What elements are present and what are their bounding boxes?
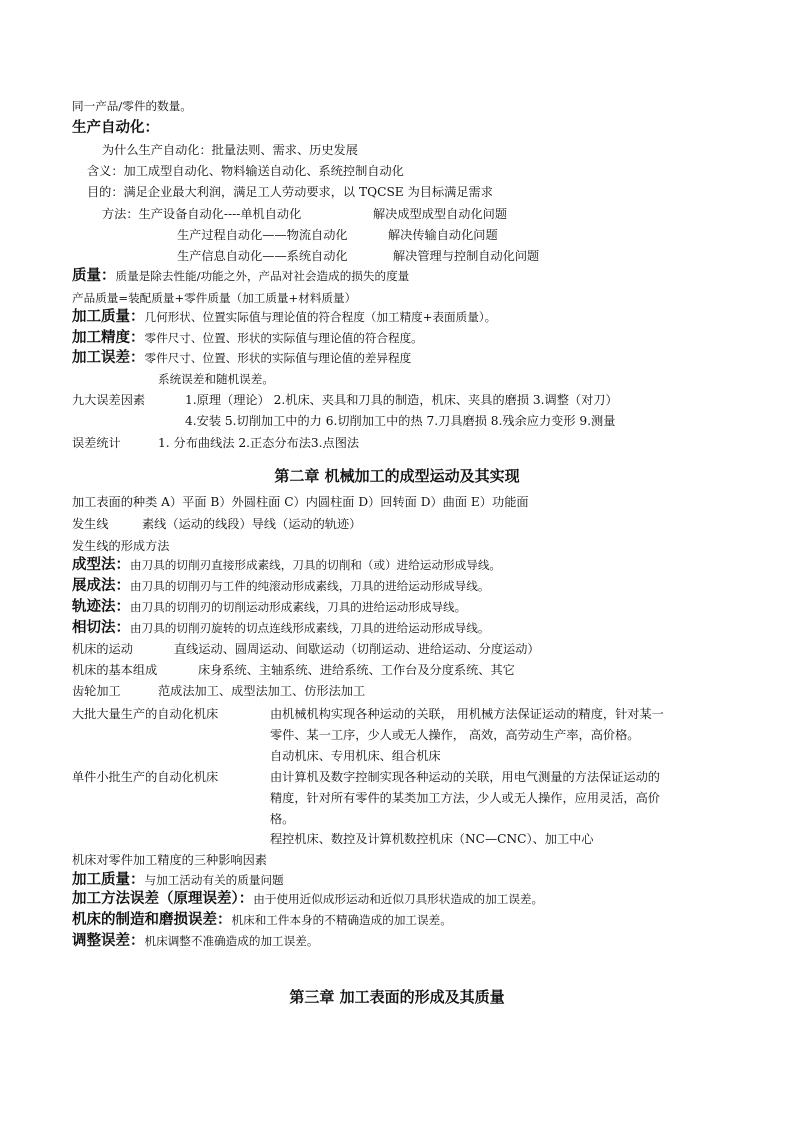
nine-factors-line: 1.原理（理论） 2.机床、夹具和刀具的制造，机床、夹具的磨损 3.调整（对刀）	[185, 393, 618, 407]
term: 发生线	[72, 517, 109, 531]
text-line: 加工表面的种类 A）平面 B）外圆柱面 C）内圆柱面 D）回转面 D）曲面 E）功能面	[72, 495, 529, 509]
chapter-title: 第二章 机械加工的成型运动及其实现	[274, 467, 520, 485]
text-line: 系统误差和随机误差。	[158, 372, 274, 386]
definition: 零件尺寸、位置、形状的实际值与理论值的差异程度	[144, 351, 412, 365]
term: 轨迹法：	[72, 599, 130, 615]
term: 加工精度：	[72, 330, 145, 346]
term: 质量：	[72, 268, 116, 284]
definition: 由刀具的切削刃旋转的切点连线形成素线，刀具的进给运动形成导线。	[130, 621, 490, 635]
text-line: 生产信息自动化——系统自动化	[177, 249, 348, 263]
definition-adjustment-error	[72, 933, 318, 949]
nine-factors-line: 4.安装 5.切削加工中的力 6.切削加工中的热 7.刀具磨损 8.残余应力变形 9.测量	[185, 414, 616, 428]
small-batch-line: 精度，针对所有零件的某类加工方法，少人或无人操作，应用灵活，高价	[270, 791, 660, 805]
error-stat-methods: 1. 分布曲线法 2.正态分布法3.点图法	[158, 436, 360, 450]
definition: 机床和工件本身的不精确造成的加工误差。	[231, 913, 452, 927]
definition-error	[72, 350, 411, 366]
text-line: 发生线的形成方法	[72, 539, 170, 553]
definition-quality	[72, 268, 409, 284]
mass-production-line: 零件、某一工序，少人或无人操作， 高效，高劳动生产率，高价格。	[270, 728, 640, 742]
term: 加工质量：	[72, 872, 145, 888]
definition: 机床调整不准确造成的加工误差。	[144, 934, 319, 948]
gear-processing-label: 齿轮加工	[72, 684, 121, 698]
term: 成型法：	[72, 557, 130, 573]
term: 展成法：	[72, 578, 130, 594]
term: 调整误差：	[72, 933, 145, 949]
small-batch-line: 程控机床、数控及计算机数控机床（NC—CNC）、加工中心	[270, 832, 594, 846]
text-line: 解决成型成型自动化问题	[373, 207, 508, 221]
mass-production-line: 由机械机构实现各种运动的关联， 用机械方法保证运动的精度，针对某一	[270, 707, 664, 721]
definition-tangent-method	[72, 620, 489, 636]
text-line: 目的：满足企业最大利润，满足工人劳动要求，以 TQCSE 为目标满足需求	[87, 185, 493, 199]
three-factors-title: 机床对零件加工精度的三种影响因素	[72, 853, 267, 867]
term: 加工质量：	[72, 309, 145, 325]
text-line: 同一产品/零件的数量。	[72, 99, 192, 113]
definition: 几何形状、位置实际值与理论值的符合程度（加工精度+表面质量）。	[144, 310, 497, 324]
small-batch-line: 由计算机及数字控制实现各种运动的关联，用电气测量的方法保证运动的	[270, 770, 660, 784]
machine-motion-def: 直线运动、圆周运动、间歇运动（切削运动、进给运动、分度运动）	[174, 642, 540, 656]
nine-factors-label: 九大误差因素	[72, 393, 146, 407]
machine-motion-label: 机床的运动	[72, 642, 133, 656]
definition: 质量是除去性能/功能之外，产品对社会造成的损失的度量	[115, 269, 410, 283]
term: 加工方法误差（原理误差）：	[72, 891, 254, 907]
text-line: 为什么生产自动化：批量法则、需求、历史发展	[102, 143, 358, 157]
error-stat-label: 误差统计	[72, 436, 121, 450]
machine-components-label: 机床的基本组成	[72, 663, 158, 677]
method-label: 方法：生产设备自动化----单机自动化	[102, 207, 302, 221]
term: 加工误差：	[72, 350, 145, 366]
gear-processing-def: 范成法加工、成型法加工、仿形法加工	[158, 684, 366, 698]
text-line	[72, 516, 109, 532]
definition: 由刀具的切削刃的切削运动形成素线，刀具的进给运动形成导线。	[130, 600, 467, 614]
mass-production-label: 大批大量生产的自动化机床	[72, 707, 219, 721]
definition: 由于使用近似成形运动和近似刀具形状造成的加工误差。	[253, 892, 544, 906]
definition-forming-method	[72, 557, 501, 573]
definition-generating-method	[72, 578, 489, 594]
definition-machine-error	[72, 912, 452, 928]
definition-processing-quality-2	[72, 872, 284, 888]
text-line: 解决传输自动化问题	[388, 228, 498, 242]
definition: 零件尺寸、位置、形状的实际值与理论值的符合程度。	[144, 331, 423, 345]
definition: 素线（运动的线段）导线（运动的轨迹）	[142, 517, 362, 531]
mass-production-line: 自动机床、专用机床、组合机床	[270, 749, 441, 763]
small-batch-line: 格。	[270, 812, 295, 826]
section-heading-automation: 生产自动化：	[72, 120, 159, 136]
machine-components-def: 床身系统、主轴系统、进给系统、工作台及分度系统、其它	[198, 663, 515, 677]
term: 相切法：	[72, 620, 130, 636]
definition-precision	[72, 330, 423, 346]
definition-processing-quality	[72, 309, 496, 325]
chapter-title: 第三章 加工表面的形成及其质量	[289, 988, 505, 1006]
definition-trajectory-method	[72, 599, 466, 615]
text-line: 含义：加工成型自动化、物料输送自动化、系统控制自动化	[87, 164, 404, 178]
small-batch-label: 单件小批生产的自动化机床	[72, 770, 219, 784]
definition-method-error	[72, 891, 543, 907]
text-line	[102, 206, 301, 222]
definition: 由刀具的切削刃直接形成素线，刀具的切削和（或）进给运动形成导线。	[130, 558, 502, 572]
definition: 由刀具的切削刃与工件的纯滚动形成素线，刀具的进给运动形成导线。	[130, 579, 490, 593]
term: 机床的制造和磨损误差：	[72, 912, 232, 928]
text-line: 解决管理与控制自动化问题	[393, 249, 540, 263]
text-line: 产品质量=装配质量+零件质量（加工质量+材料质量）	[72, 291, 357, 305]
definition: 与加工活动有关的质量问题	[144, 873, 284, 887]
text-line: 生产过程自动化——物流自动化	[177, 228, 348, 242]
